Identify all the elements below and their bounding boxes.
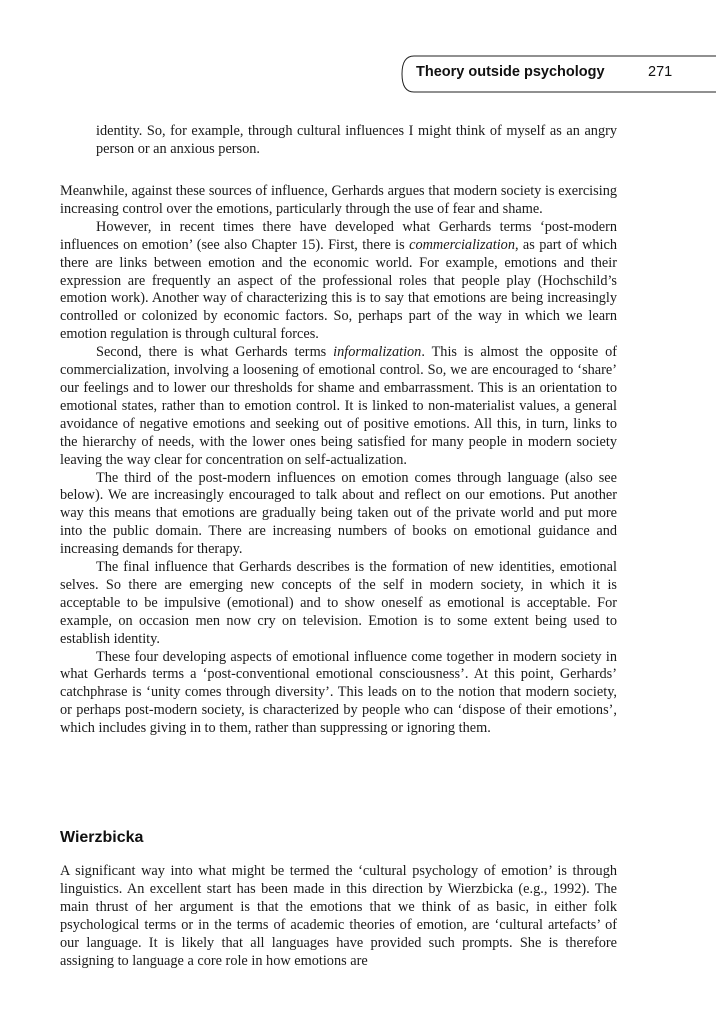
paragraph-3-text-a: Second, there is what Gerhards terms bbox=[96, 344, 334, 361]
running-head-frame bbox=[0, 0, 716, 100]
paragraph-5 bbox=[60, 559, 617, 649]
paragraph-5-text: The final influence that Gerhards describes is the formation of new identities, emotional selves. So there are emerging new concepts of the self in modern society, in which it is acceptable to be impulsive (emotional) and to show oneself as emotional is acceptable. For example, on occasion men now cry on television. Emotion is to some extent being used to establish identity. bbox=[60, 559, 617, 647]
paragraph-6 bbox=[60, 649, 617, 739]
paragraph-3 bbox=[60, 344, 617, 469]
body-text bbox=[60, 183, 617, 738]
running-head bbox=[0, 0, 716, 100]
page-number: 271 bbox=[648, 64, 673, 80]
term-informalization: informalization bbox=[333, 344, 422, 361]
section-text: A significant way into what might be termed the ‘cultural psychology of emotion’ is through linguistics. An excellent start has been made in this direction by Wierzbicka (e.g., 1992). The main thrust of her argument is that the emotions that we think of as basic, in either folk psychological terms or in the terms of academic theories of emotion, are ‘cultural artefacts’ of our language. It is likely that all languages have provided such prompts. She is therefore assigning to language a core role in how emotions are bbox=[60, 863, 617, 969]
paragraph-1-text: Meanwhile, against these sources of influence, Gerhards argues that modern society is exercising increasing control over the emotions, particularly through the use of fear and shame. bbox=[60, 183, 617, 217]
extract-text: identity. So, for example, through cultural influences I might think of myself as an angry person or an anxious person. bbox=[96, 123, 617, 157]
term-commercialization: commercialization bbox=[409, 236, 515, 253]
paragraph-1 bbox=[60, 183, 617, 219]
paragraph-6-text: These four developing aspects of emotional influence come together in modern society in what Gerhards terms a ‘post-conventional emotional consciousness’. At this point, Gerhards’ catchphrase is ‘unity comes through diversity’. This leads on to the notion that modern society, or perhaps post-modern society, is characterized by people who can ‘dispose of their emotions’, which includes giving in to them, rather than suppressing or ignoring them. bbox=[60, 648, 617, 737]
paragraph-4 bbox=[60, 470, 617, 560]
paragraph-2-text-a: However, in recent times there have developed what Gerhards terms ‘post-modern influences on emotion’ (see also Chapter 15). First, there is bbox=[60, 218, 617, 253]
paragraph-2-text-b: , as part of which there are links between emotion and the economic world. For example, emotions and their expression are frequently an aspect of the professional roles that people play (Hochschild’s emotion work). Another way of characterizing this is to say that emotions are being increasingly controlled or colonized by economic factors. So, perhaps part of the way in which we learn emotion regulation is through cultural forces. bbox=[60, 236, 618, 343]
section-heading: Wierzbicka bbox=[60, 829, 144, 846]
paragraph-3-text-b: . This is almost the opposite of commercialization, involving a loosening of emotional control. So, we are encouraged to ‘share’ our feelings and to lower our thresholds for shame and embarrassment. This is an orientation to emotional states, rather than to emotion control. It is linked to non-materialist values, a general avoidance of negative emotions and seeking out of positive emotions. All this, in turn, links to the hierarchy of needs, with the lower ones being satisfied for many people in modern society leaving the way clear for concentration on self-actualization. bbox=[60, 344, 617, 468]
running-title: Theory outside psychology bbox=[416, 64, 605, 80]
paragraph-4-text: The third of the post-modern influences on emotion comes through language (also see below). We are increasingly encouraged to talk about and reflect on our emotions. Put another way this means that emotions are gradually being taken out of the private world and put more into the public domain. There are increasing numbers of books on emotional guidance and increasing demands for therapy. bbox=[60, 469, 617, 558]
paragraph-2 bbox=[60, 219, 617, 344]
